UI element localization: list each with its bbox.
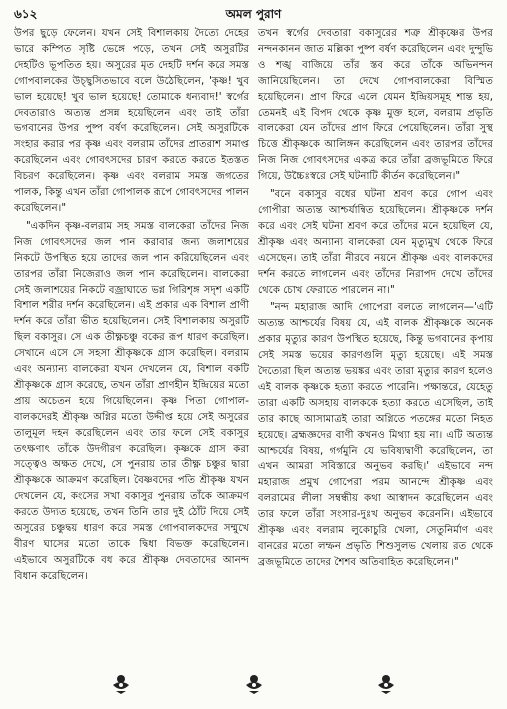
lotus-ornament-icon [375,673,397,695]
running-title: অমল পুরাণ [225,7,282,21]
paragraph: তখন স্বর্গের দেবতারা বকাসুরের শত্রু শ্রীকৃষ্ণের উপর নন্দনকানন জাত মল্লিকা পুষ্প বর্ষণ করেছিলেন এবং দুন্দুভি ও শঙ্খ বাজিয়ে তাঁর স্তব করে তাঁকে অভিনন্দন জানিয়েছিলেন। তা দেখে গোপবালকেরা বিস্মিত হয়েছিলেন। প্রাণ ফিরে এলে যেমন ইন্দ্রিয়সমূহ শান্ত হয়, তেমনই এই বিপদ থেকে কৃষ্ণ মুক্ত হলে, বলরাম প্রভৃতি বালকেরা যেন তাঁদের প্রাণ ফিরে পেয়েছিলেন। তাঁরা সুস্থ চিত্তে শ্রীকৃষ্ণকে আলিঙ্গন করেছিলেন এবং তারপর তাঁদের নিজ নিজ গোবৎসদের একত্র করে তাঁরা ব্রজভূমিতে ফিরে গিয়ে, উচ্চৈঃস্বরে সেই ঘটনাটি কীর্তন করেছিলেন।" [258,28,493,183]
paragraph: "বনে বকাসুর বধের ঘটনা শ্রবণ করে গোপ এবং গোপীরা অত্যন্ত আশ্চর্যান্বিত হয়েছিলেন। শ্রীকৃষ্ণকে দর্শন করে এবং সেই ঘটনা শ্রবণ করে তাঁদের মনে হয়েছিল যে, শ্রীকৃষ্ণ এবং অন্যান্য বালকেরা যেন মৃত্যুমুখ থেকে ফিরে এসেছেন। তাই তাঁরা নীরবে নয়নে শ্রীকৃষ্ণ এবং বালকদের দর্শন করতে লাগলেন এবং তাঁদের নিরাপদ দেখে তাঁদের থেকে চোখ ফেরাতে পারলেন না।" [258,189,493,296]
page-number: ৬১২ [14,7,38,21]
right-column [258,26,493,644]
lotus-ornament-icon [110,673,132,695]
text-columns [14,26,493,644]
page-header [14,6,493,26]
left-column [14,26,249,644]
paragraph: "নন্দ মহারাজ আদি গোপেরা বলতে লাগলেন—'এটি অত্যন্ত আশ্চর্যের বিষয় যে, এই বালক শ্রীকৃষ্ণকে অনেক প্রকার মৃত্যুর কারণ উপস্থিত হয়েছে, কিন্তু ভগবানের কৃপায় সেই সমস্ত ভয়ের কারণগুলি মৃত্যু হয়েছে। এই সমস্ত দৈত্যেরা ছিল অত্যন্ত ভয়ঙ্কর এবং তারা মৃত্যুর কারণ হলেও এই বালক কৃষ্ণকে হত্যা করতে পারেনি। পক্ষান্তরে, যেহেতু তারা একটি অসহায় বালককে হত্যা করতে এসেছিল, তাই তার কাছে আসামাত্রই তারা অগ্নিতে পতঙ্গের মতো নিহত হয়েছে। ব্রহ্মজ্ঞদের বাণী কখনও মিথ্যা হয় না। এটি অত্যন্ত আশ্চর্যের বিষয়, গর্গমুনি যে ভবিষ্যদ্বাণী করেছিলেন, তা এখন আমরা সবিস্তারে অনুভব করছি।' এইভাবে নন্দ মহারাজ প্রমুখ গোপেরা পরম আনন্দে শ্রীকৃষ্ণ এবং বলরামের লীলা সম্বন্ধীয় কথা আস্বাদন করেছিলেন এবং তার ফলে তাঁরা সংসার-দুঃখ অনুভব করেননি। এইভাবে শ্রীকৃষ্ণ এবং বলরাম লুকোচুরি খেলা, সেতুনির্মাণ এবং বানরের মতো লম্ফন প্রভৃতি শিশুসুলভ খেলায় রত থেকে ব্রজভূমিতে তাদের শৈশব অতিবাহিত করেছিলেন।" [258,302,493,568]
paragraph: "একদিন কৃষ্ণ-বলরাম সহ সমস্ত বালকেরা তাঁদের নিজ নিজ গোবৎসদের জল পান করাবার জন্য জলাশয়ের নিকটে উপস্থিত হয়ে তাদের জল পান করিয়েছিলেন এবং তারপর তাঁরা নিজেরাও জল পান করেছিলেন। বালকেরা সেই জলাশয়ের নিকটে বজ্রাঘাতে ভগ্ন গিরিশৃঙ্গ সদৃশ একটি বিশাল শরীর দর্শন করেছিলেন। এই প্রকার এক বিশাল প্রাণী দর্শন করে তাঁরা ভীত হয়েছিলেন। সেই বিশালকায় অসুরটি ছিল বকাসুর। সে এক তীক্ষ্ণচঞ্চু বকের রূপ ধারণ করেছিল। সেখানে এসে সে সহসা শ্রীকৃষ্ণকে গ্রাস করেছিল। বলরাম এবং অন্যান্য বালকেরা যখন দেখলেন যে, বিশাল বকটি শ্রীকৃষ্ণকে গ্রাস করেছে, তখন তাঁরা প্রাণহীন ইন্দ্রিয়ের মতো প্রায় অচেতন হয়ে গিয়েছিলেন। কৃষ্ণ পিতা গোপাল-বালকদেরই শ্রীকৃষ্ণ অগ্নির মতো উদ্দীপ্ত হয়ে সেই অসুরের তালুমূল দহন করেছিলেন এবং তার ফলে সেই বকাসুর তৎক্ষণাৎ তাঁকে উদগীরণ করেছিল। কৃষ্ণকে গ্রাস করা সত্ত্বেও অক্ষত দেখে, সে পুনরায় তার তীক্ষ্ণ চঞ্চুর দ্বারা শ্রীকৃষ্ণকে আক্রমণ করেছিল। বৈষ্ণবদের পতি শ্রীকৃষ্ণ যখন দেখলেন যে, কংসের সখা বকাসুর পুনরায় তাঁকে আক্রমণ করতে উদ্যত হয়েছে, তখন তিনি তার দুই ঠোঁট দিয়ে সেই অসুরের চঞ্চুদ্বয় ধারণ করে সমস্ত গোপবালকদের সম্মুখে বীরণ ঘাসের মতো তাকে দ্বিধা বিভক্ত করেছিলেন। এইভাবে অসুরটিকে বধ করে শ্রীকৃষ্ণ দেবতাদের আনন্দ বিধান করেছিলেন। [14,220,249,582]
paragraph: উপর ছুড়ে ফেলেন। যখন সেই বিশালকায় দৈত্যে দেহের ভারে কম্পিত সৃষ্টি ভেঙ্গে পড়ে, তখন সেই অসুরটির দেহটিও ভূপতিত হয়। অসুরের মৃত দেহটি দর্শন করে সমস্ত গোপবালকের উচ্ছ্বসিতভাবে বলে উঠেছিলেন, 'কৃষ্ণ! খুব ভাল হয়েছে! খুব ভাল হয়েছে! তোমাকে ধন্যবাদ!' স্বর্গের দেবতারাও অত্যন্ত প্রসন্ন হয়েছিলেন এবং তাই তাঁরা ভগবানের উপর পুষ্প বর্ষণ করেছিলেন। সেই অসুরটিকে সংহার করার পর কৃষ্ণ এবং বলরাম তাঁদের প্রাতরাশ সমাপ্ত করেছিলেন এবং গোবৎসদের চারণ করতে করতে ইতস্তত বিচরণ করেছিলেন। কৃষ্ণ এবং বলরাম সমস্ত জগতের পালক, কিন্তু এখন তাঁরা গোপালক রূপে গোবৎসদের পালন করেছিলেন।" [14,28,249,214]
lotus-ornament-icon [243,673,265,695]
footer-ornaments [0,673,507,695]
